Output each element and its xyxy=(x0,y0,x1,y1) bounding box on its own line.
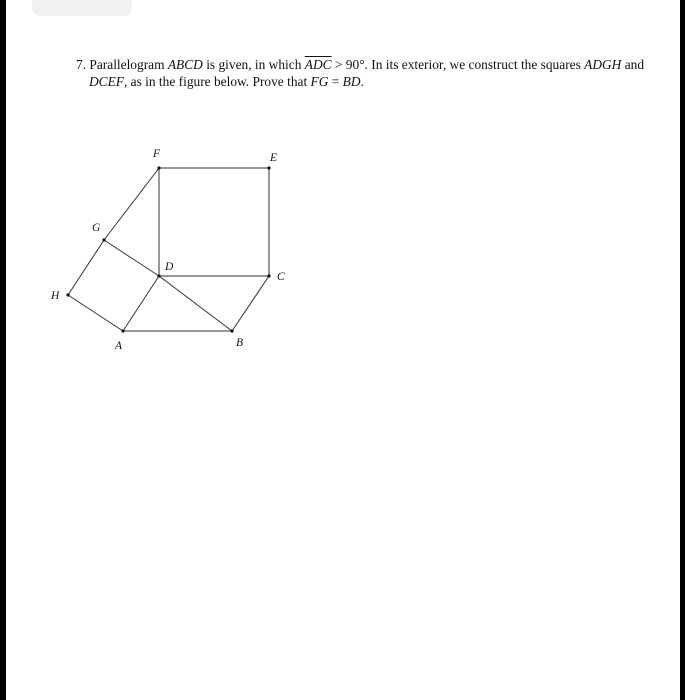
angle-adc: $\overline{ADC}$ xyxy=(304,57,332,72)
text-seg: and xyxy=(621,57,645,72)
geometry-figure xyxy=(6,0,680,700)
text-seg: is given, in which xyxy=(202,57,305,72)
text-seg: . xyxy=(360,74,364,89)
point-f xyxy=(157,166,160,169)
point-h xyxy=(66,293,69,296)
text-seg: = xyxy=(328,74,343,89)
point-b xyxy=(230,329,233,332)
point-a xyxy=(121,329,124,332)
segment-bd xyxy=(159,276,232,331)
text-seg-italic: FG xyxy=(310,74,329,89)
text-seg: Parallelogram xyxy=(89,57,168,72)
text-seg-italic: DCEF xyxy=(89,74,124,89)
text-seg: > 90°. In its exterior, we construct the squares xyxy=(331,57,585,72)
point-c xyxy=(267,274,270,277)
point-d xyxy=(157,274,160,277)
label-d: D xyxy=(165,261,174,273)
label-a: A xyxy=(115,340,123,352)
text-seg-italic: BD xyxy=(342,74,361,89)
segment-da xyxy=(123,276,159,331)
text-seg-italic: ADGH xyxy=(584,57,622,72)
text-seg-italic: ABCD xyxy=(167,57,203,72)
label-e: E xyxy=(270,152,278,164)
segment-bc xyxy=(232,276,269,331)
point-g xyxy=(102,238,105,241)
point-e xyxy=(267,166,270,169)
segment-fg xyxy=(104,168,159,240)
label-b: B xyxy=(236,337,244,349)
segment-gh xyxy=(68,240,104,295)
label-c: C xyxy=(277,271,285,283)
segment-dg xyxy=(104,240,159,276)
label-g: G xyxy=(92,222,101,234)
problem-number: 7. xyxy=(76,57,87,72)
label-f: F xyxy=(153,148,161,160)
document-page xyxy=(6,0,680,700)
text-seg: , as in the figure below. Prove that xyxy=(123,74,311,89)
label-h: H xyxy=(51,290,60,302)
segment-ha xyxy=(68,295,123,331)
